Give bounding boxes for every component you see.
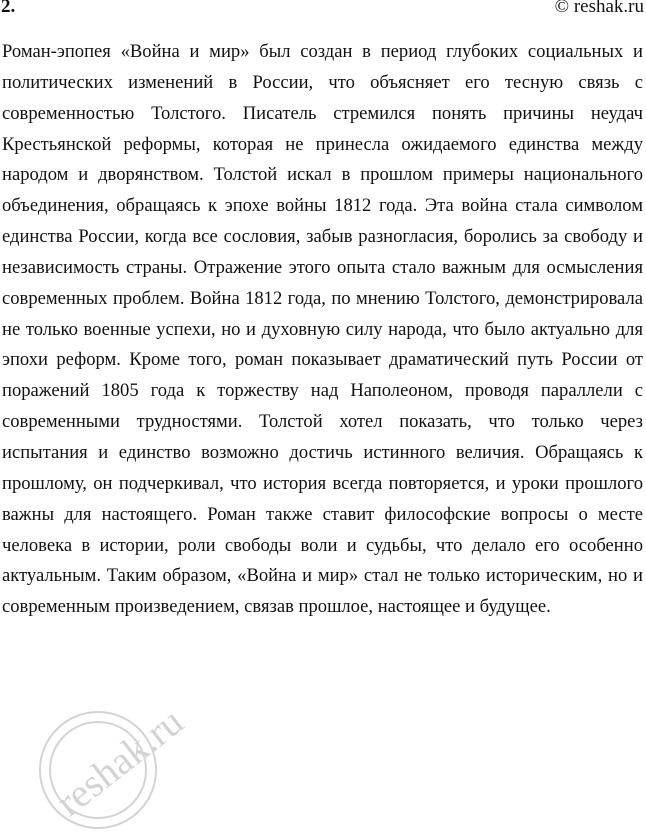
header (0, 0, 646, 26)
copyright-label: © reshak.ru (554, 0, 644, 17)
task-number: 2. (1, 0, 16, 17)
reshak-watermark-logo (0, 650, 200, 835)
watermark-text: reshak.ru (47, 698, 192, 825)
essay-paragraph: Роман-эпопея «Война и мир» был создан в период глубоких социальных и политических изменений в России, что объясняет его тесную связь с современностью Толстого. Писатель стремился понять причины неудач Крестьянской реформы, которая не принесла ожидаемого единства между народом и дворянством. Толстой искал в прошлом примеры национального объединения, обращаясь к эпохе войны 1812 года. Эта война стала символом единства России, когда все сословия, забыв разногласия, боролись за свободу и независимость страны. Отражение этого опыта стало важным для осмысления современных проблем. Война 1812 года, по мнению Толстого, демонстрировала не только военные успехи, но и духовную силу народа, что было актуально для эпохи реформ. Кроме того, роман показывает драматический путь России от поражений 1805 года к торжеству над Наполеоном, проводя параллели с современными трудностями. Толстой хотел показать, что только через испытания и единство возможно достичь истинного величия. Обращаясь к прошлому, он подчеркивал, что история всегда повторяется, и уроки прошлого важны для настоящего. Роман также ставит философские вопросы о месте человека в истории, роли свободы воли и судьбы, что делало его особенно актуальным. Таким образом, «Война и мир» стал не только историческим, но и современным произведением, связав прошлое, настоящее и будущее. (2, 41, 643, 618)
